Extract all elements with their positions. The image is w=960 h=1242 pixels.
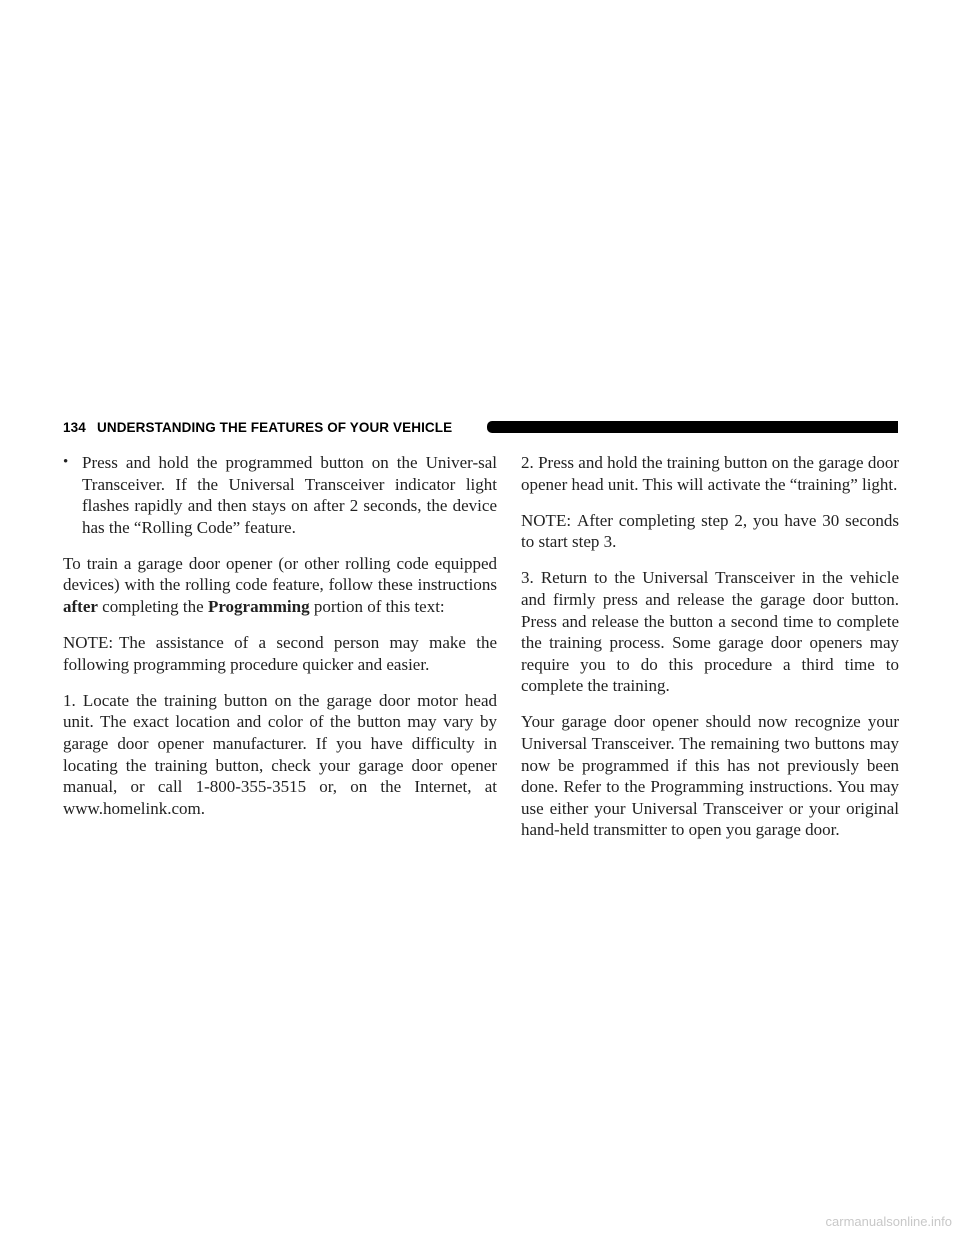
step-1-paragraph: 1. Locate the training button on the garage door motor head unit. The exact location and color of the button may vary by garage door opener manufacturer. If you have difficulty in locating the training button, check your garage door opener manual, or call 1-800-355-3515 or, on the Internet, at www.homelink.com. (63, 690, 497, 818)
step-3-paragraph: 3. Return to the Universal Transceiver in the vehicle and firmly press and release the garage door button. Press and release the button a second time to complete the training process. Some garage door openers may require you to do this procedure a third time to complete the training. (521, 568, 899, 696)
bullet-icon: • (63, 454, 69, 470)
train-intro-text-3: portion of this text: (309, 597, 445, 617)
step-2-paragraph: 2. Press and hold the training button on the garage door opener head unit. This will activate the “training” light. (521, 453, 899, 494)
note-text: The assistance of a second person may make the following programming procedure quicker and easier. (63, 633, 497, 674)
train-intro-paragraph (63, 553, 497, 618)
bullet-text: Press and hold the programmed button on the Univer-sal Transceiver. If the Universal Transceiver indicator light flashes rapidly and then stays on after 2 seconds, the device has the “Rolling Code” feature. (82, 453, 497, 537)
note-label: NOTE: (63, 633, 114, 653)
left-column (63, 452, 497, 834)
note-text-2: After completing step 2, you have 30 seconds to start step 3. (521, 510, 899, 552)
section-title: UNDERSTANDING THE FEATURES OF YOUR VEHICLE (97, 420, 453, 435)
page-number: 134 (63, 420, 86, 435)
right-column (521, 452, 899, 856)
bullet-item (63, 452, 497, 538)
emphasis-programming: Programming (207, 597, 310, 617)
watermark: carmanualsonline.info (825, 1214, 952, 1229)
closing-paragraph: Your garage door opener should now recognize your Universal Transceiver. The remaining two buttons may now be programmed if this has not previously been done. Refer to the Programming instructions. You may use either your Universal Transceiver or your original hand-held transmitter to open you garage door. (521, 712, 899, 840)
note-paragraph (63, 632, 497, 675)
train-intro-text-2: completing the (97, 597, 208, 617)
header-rule (487, 421, 898, 433)
note-label-2: NOTE: (521, 510, 572, 530)
train-intro-text: To train a garage door opener (or other rolling code equipped devices) with the rolling code feature, follow these instructions (63, 553, 497, 595)
note-paragraph-2 (521, 510, 899, 553)
emphasis-after: after (63, 597, 98, 617)
page-header (63, 418, 898, 438)
